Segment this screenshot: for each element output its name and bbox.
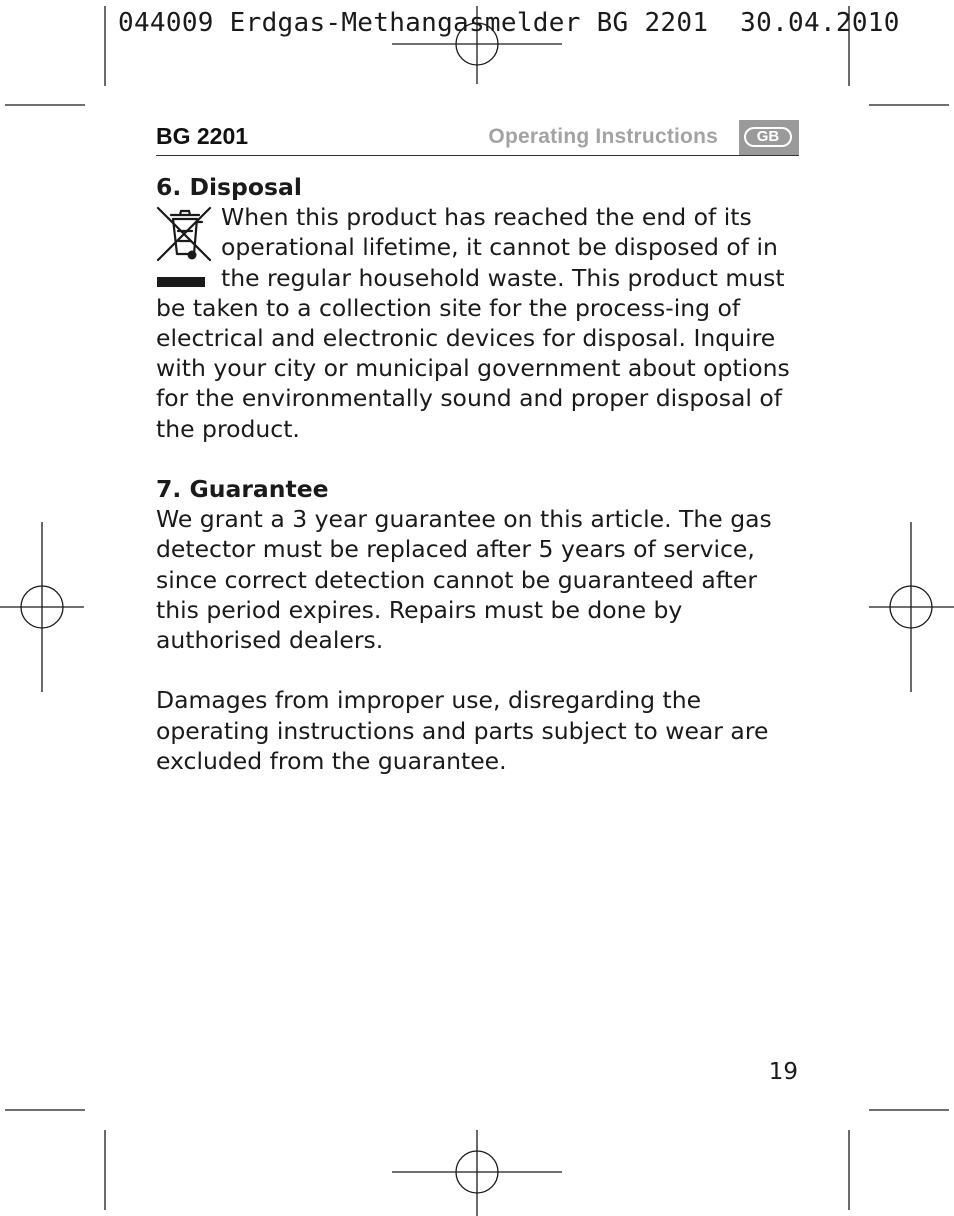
disposal-section <box>156 202 796 444</box>
header-model: BG 2201 <box>156 123 249 149</box>
guarantee-heading: 7. Guarantee <box>156 475 329 504</box>
header-subtitle: Operating Instructions <box>488 125 718 148</box>
disposal-text: When this product has reached the end of its operational lifetime, it cannot be disposed of in the regular household waste. This product must be taken to a collection site for the process-ing of electrical and electronic devices for disposal. Inquire with your city or municipal government about options for the environmentally sound and proper disposal of the product. <box>156 203 790 443</box>
page-number: 19 <box>768 1059 798 1085</box>
guarantee-text: We grant a 3 year guarantee on this article. The gas detector must be replaced after 5 years of service, since correct detection cannot be guaranteed after this period expires. Repairs must be done by authorised dealers. <box>156 505 772 655</box>
disposal-heading: 6. Disposal <box>156 173 302 201</box>
language-badge <box>739 120 799 155</box>
language-badge-label: GB <box>744 127 792 147</box>
header-rule <box>156 155 799 156</box>
crossed-out-wheelie-bin-icon <box>156 204 214 292</box>
guarantee-exclusions-text: Damages from improper use, disregarding the operating instructions and parts subject to wear are excluded from the guarantee. <box>156 686 769 775</box>
page-content <box>156 172 796 776</box>
print-slug: 044009 Erdgas-Methangasmelder BG 2201 30.04.2010 <box>118 8 900 38</box>
